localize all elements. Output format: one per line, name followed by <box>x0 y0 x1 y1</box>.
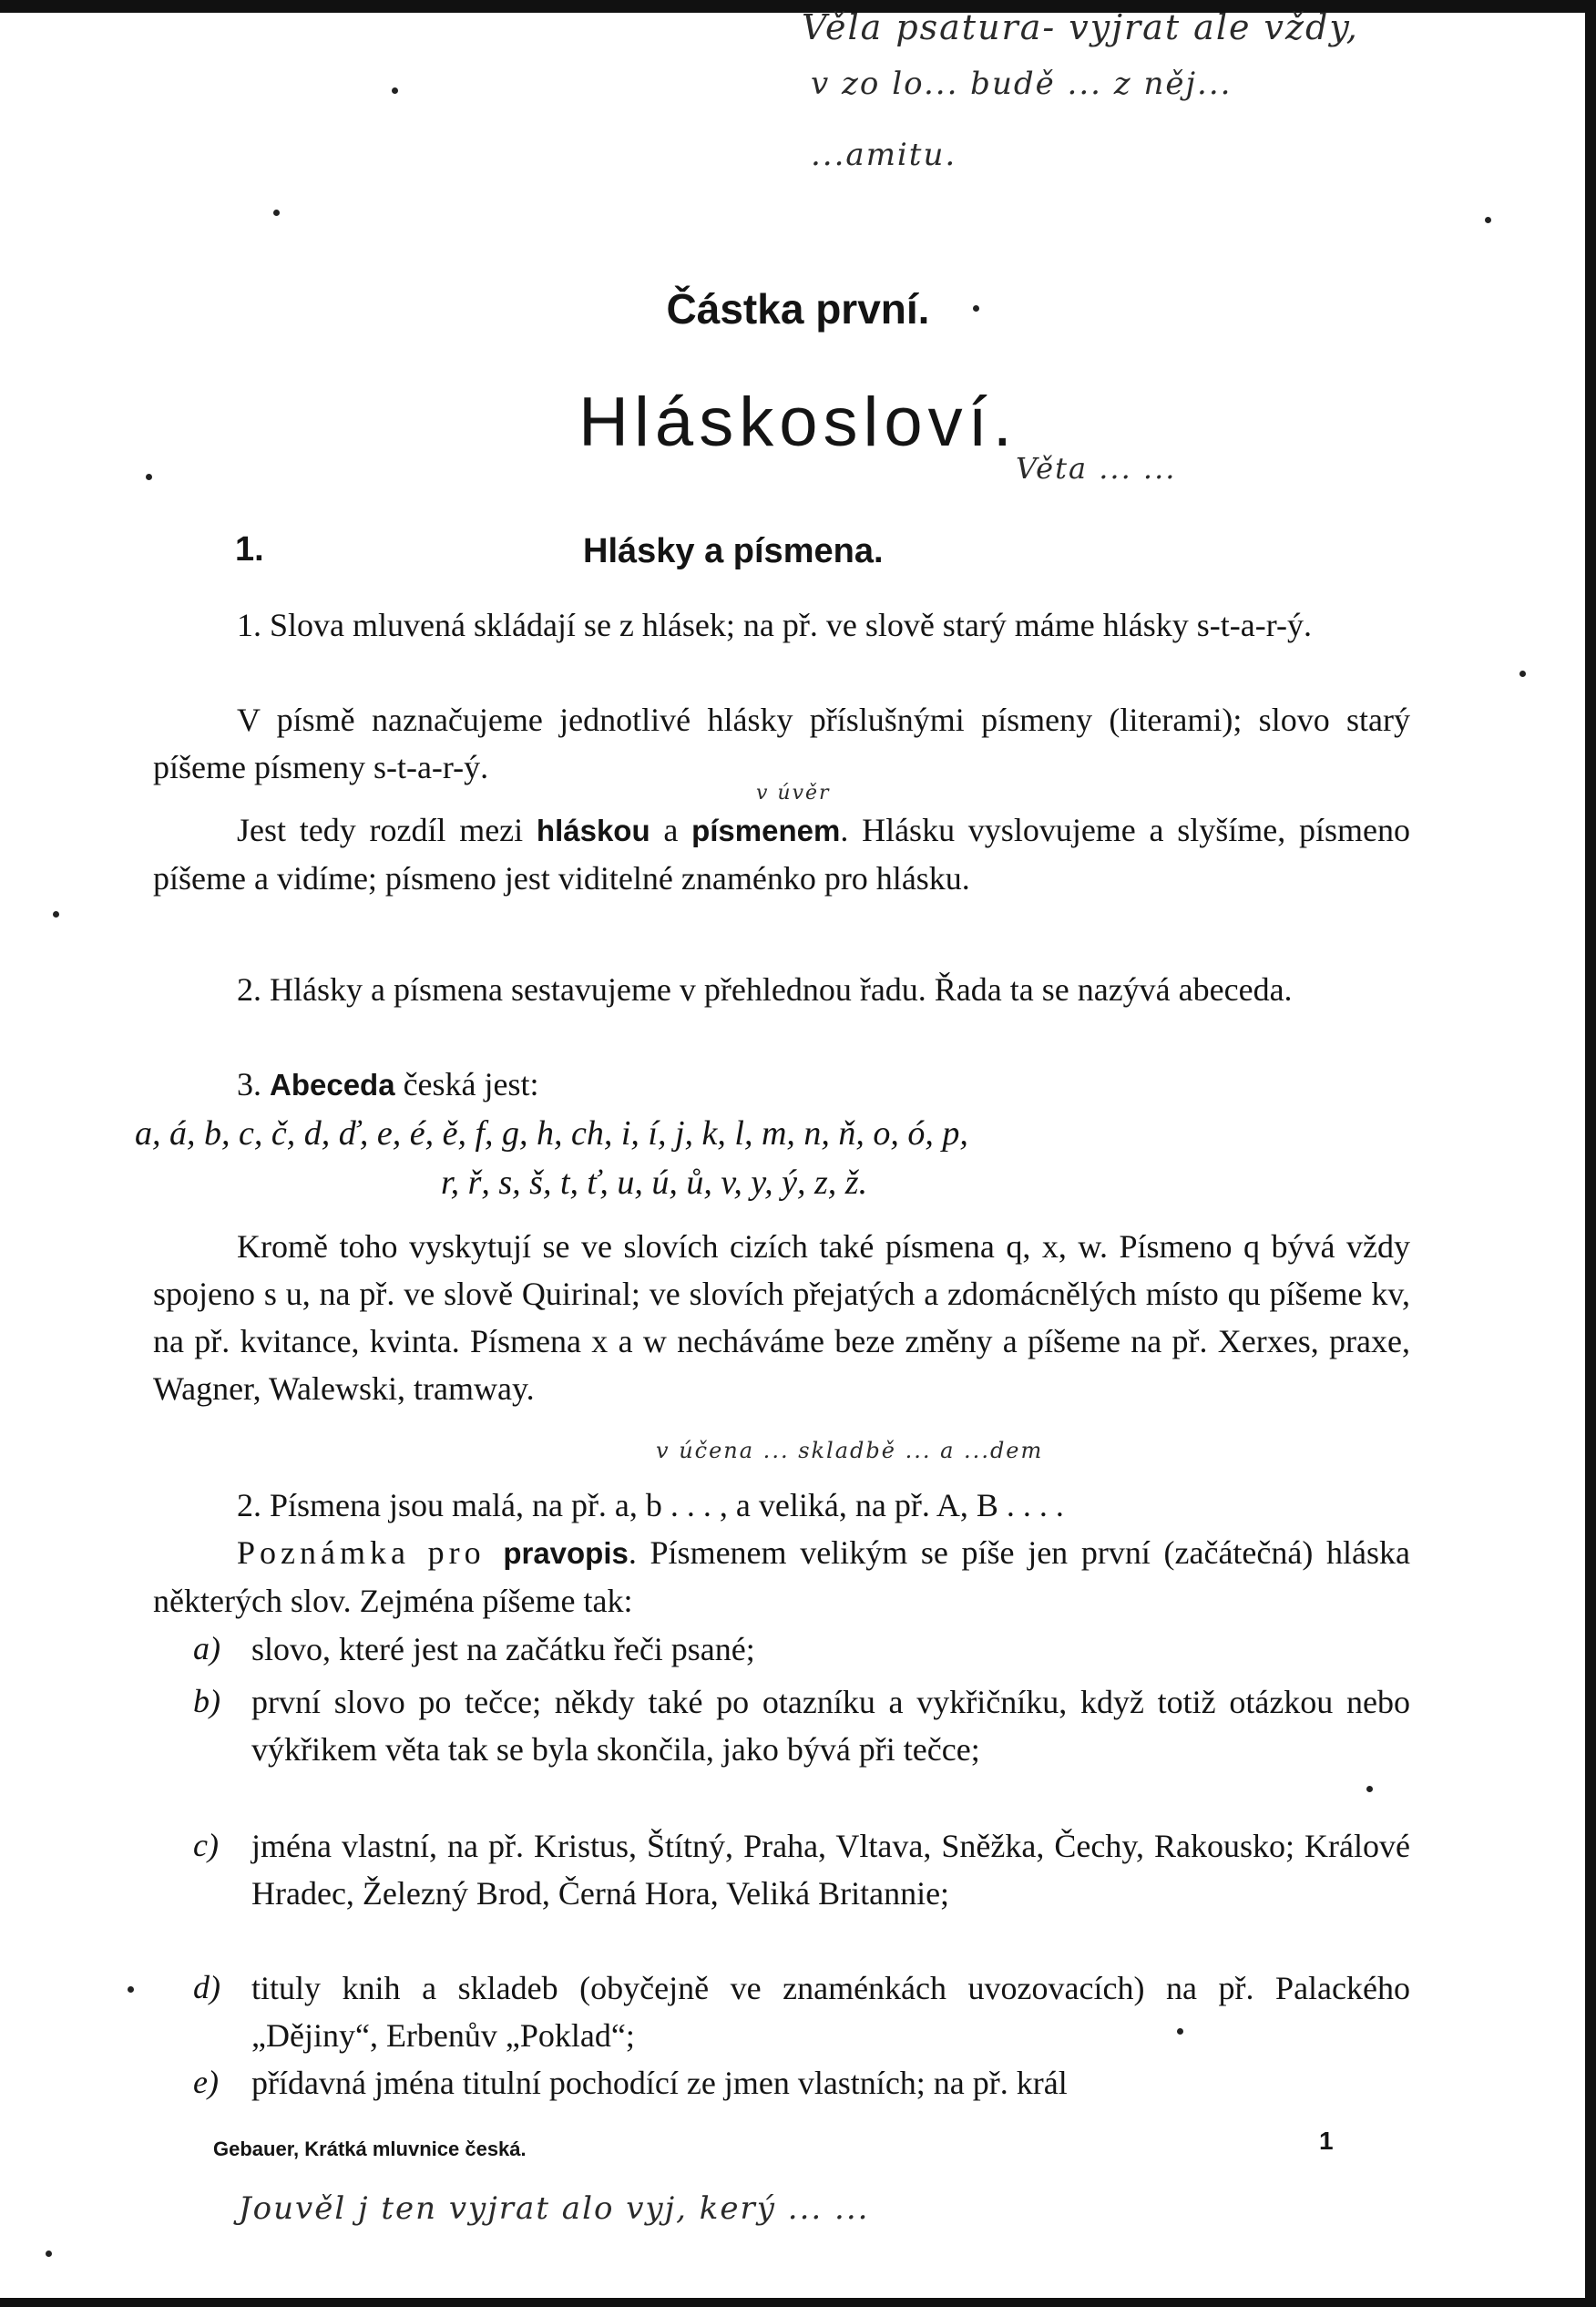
term-abeceda: Abeceda <box>270 1068 395 1102</box>
note-label: Poznámka pro <box>237 1534 504 1571</box>
page-number: 1 <box>1319 2127 1334 2155</box>
term-pismeno: písmenem <box>691 814 841 847</box>
scan-speck <box>1485 217 1491 223</box>
paragraph-3-text-d: . Hlásku vyslovujeme a slyšíme, písmeno píšeme a vidíme; písmeno jest viditelné znaménko pro hlásku. <box>153 812 1410 897</box>
term-pravopis: pravopis <box>503 1536 629 1570</box>
list-item-a: slovo, které jest na začátku řeči psané; <box>251 1631 755 1667</box>
scan-speck <box>46 2251 52 2257</box>
scan-speck <box>1366 1786 1373 1792</box>
handwritten-note-top-3: ...amitu. <box>811 137 957 173</box>
handwritten-note-top-1: Věla psatura- vyjrat ale vždy, <box>802 7 1359 47</box>
chapter-title: Hláskosloví. <box>578 384 1018 461</box>
list-item-label-d: d) <box>193 1969 220 2005</box>
list-item-label-b: b) <box>193 1683 220 1719</box>
section-number: 1. <box>235 530 264 569</box>
footer-source: Gebauer, Krátká mluvnice česká. <box>213 2138 527 2160</box>
handwritten-note-title: Věta ... ... <box>1016 451 1177 486</box>
paragraph-4: 2. Hlásky a písmena sestavujeme v přehlednou řadu. Řada ta se nazývá abeceda. <box>237 971 1293 1008</box>
scan-speck <box>146 474 152 480</box>
list-item-c: jména vlastní, na př. Kristus, Štítný, Praha, Vltava, Sněžka, Čechy, Rakousko; Králové Hradec, Železný Brod, Černá Hora, Veliká Britannie; <box>251 1828 1410 1912</box>
scan-speck <box>973 305 979 312</box>
scan-speck <box>1519 671 1526 677</box>
paragraph-7: 2. Písmena jsou malá, na př. a, b . . . , a veliká, na př. A, B . . . . <box>237 1487 1064 1523</box>
paragraph-1: 1. Slova mluvená skládají se z hlásek; na př. ve slově starý máme hlásky s-t-a-r-ý. <box>237 607 1312 643</box>
part-heading: Částka první. <box>666 285 930 333</box>
paragraph-5-number: 3. <box>237 1066 270 1102</box>
alphabet-line-1: a, á, b, c, č, d, ď, e, é, ě, f, g, h, ch, i, í, j, k, l, m, n, ň, o, ó, p, <box>135 1114 968 1153</box>
handwritten-note-bottom: Jouvěl j ten vyjrat alo vyj, kerý ... ... <box>239 2190 870 2227</box>
list-item-label-e: e) <box>193 2064 219 2100</box>
paragraph-5-text: česká jest: <box>394 1066 539 1102</box>
handwritten-note-top-2: v zo lo... budě ... z něj... <box>811 66 1233 102</box>
list-item-label-a: a) <box>193 1630 220 1666</box>
scan-speck <box>128 1986 134 1993</box>
list-item-d: tituly knih a skladeb (obyčejně ve znaménkách uvozovacích) na př. Palackého „Dějiny“, Erbenův „Poklad“; <box>251 1970 1410 2054</box>
list-item-e: přídavná jména titulní pochodící ze jmen vlastních; na př. král <box>251 2065 1068 2101</box>
alphabet-line-2: r, ř, s, š, t, ť, u, ú, ů, v, y, ý, z, ž. <box>441 1164 868 1202</box>
paragraph-2: V písmě naznačujeme jednotlivé hlásky příslušnými písmeny (literami); slovo starý píšeme písmeny s-t-a-r-ý. <box>153 702 1410 785</box>
handwritten-note-between-lines: v úvěr <box>756 782 831 805</box>
paragraph-6: Kromě toho vyskytují se ve slovích cizích také písmena q, x, w. Písmeno q bývá vždy spojeno s u, na př. ve slově Quirinal; ve slovích přejatých a zdomácnělých místo qu píšeme kv, na př. kvitance, kvinta. Písmena x a w necháváme beze změny a píšeme na př. Xerxes, praxe, Wagner, Walewski, tramway. <box>153 1228 1410 1407</box>
paragraph-3-text-a: Jest tedy rozdíl mezi <box>237 812 537 848</box>
section-title: Hlásky a písmena. <box>583 532 884 570</box>
paragraph-3-text-c: a <box>650 812 692 848</box>
paragraph-3 <box>153 806 1410 902</box>
scan-speck <box>53 911 59 918</box>
paragraph-5 <box>153 1061 1410 1109</box>
scan-speck <box>273 210 280 216</box>
scan-speck <box>1177 2028 1183 2035</box>
handwritten-note-tramway: v účena ... skladbě ... a ...dem <box>656 1438 1044 1463</box>
list-item-label-c: c) <box>193 1827 219 1863</box>
paragraph-8-text: . Písmenem velikým se píše jen první (začátečná) hláska některých slov. Zejména píšeme tak: <box>153 1534 1410 1619</box>
scan-speck <box>392 87 398 94</box>
term-hlaska: hláskou <box>536 814 650 847</box>
list-item-b: první slovo po tečce; někdy také po otazníku a vykřičníku, když totiž otázkou nebo výkřikem věta tak se byla skončila, jako bývá při tečce; <box>251 1684 1410 1768</box>
paragraph-8 <box>153 1529 1410 1625</box>
